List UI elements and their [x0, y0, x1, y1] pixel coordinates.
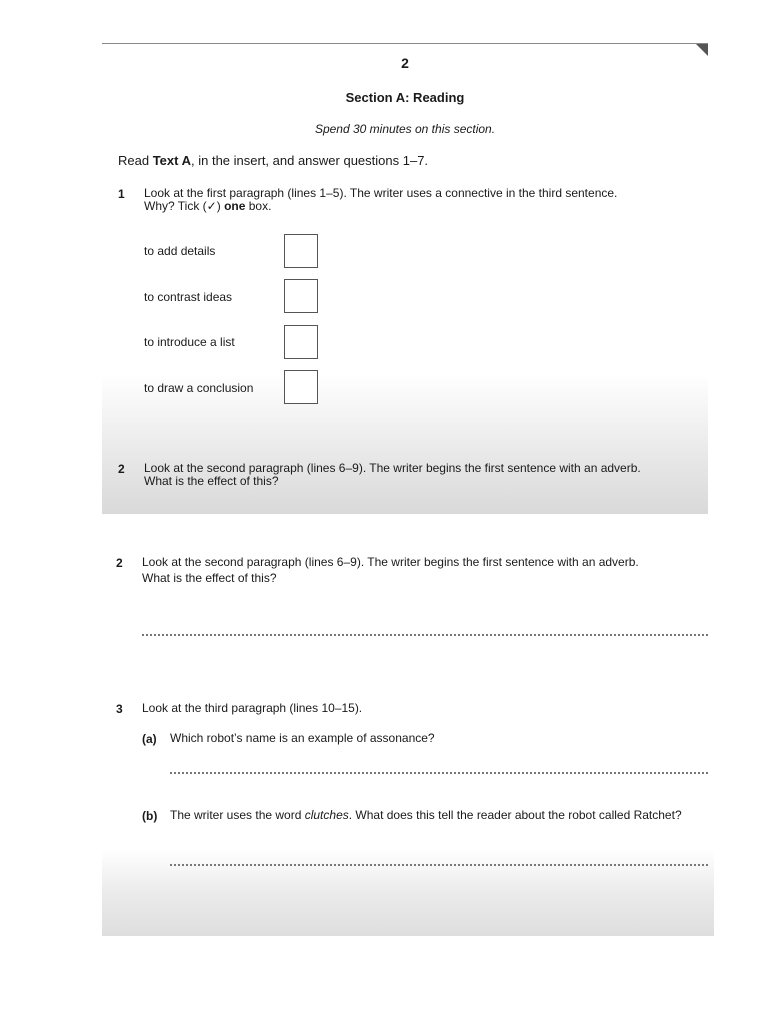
q3a-answer-line[interactable]	[170, 772, 708, 774]
q1-question: Look at the first paragraph (lines 1–5). The writer uses a connective in the third sentence.	[144, 186, 618, 200]
q2-question: Look at the second paragraph (lines 6–9). The writer begins the first sentence with an adverb.	[144, 461, 641, 475]
q2-answer-line[interactable]	[142, 634, 708, 636]
intro-suffix: , in the insert, and answer questions 1–7.	[191, 153, 429, 168]
tick-suffix: box.	[245, 199, 272, 213]
q3b-italic-word: clutches	[304, 808, 349, 822]
q3-number: 3	[116, 702, 123, 716]
intro-text-name: Text A	[152, 153, 191, 168]
time-instruction: Spend 30 minutes on this section.	[314, 122, 496, 136]
q3-text: Look at the third paragraph (lines 10–15).	[142, 701, 363, 715]
q2-number: 2	[116, 556, 123, 570]
q3b-label: (b)	[142, 809, 158, 823]
tick-prefix: Why? Tick (✓)	[144, 199, 225, 213]
tick-box-option-4[interactable]	[284, 370, 318, 404]
q2-question: Look at the second paragraph (lines 6–9). The writer begins the first sentence with an adverb.	[142, 555, 639, 569]
q3b-answer-line[interactable]	[170, 864, 708, 866]
q3a-label: (a)	[142, 732, 157, 746]
tick-box-option-1[interactable]	[284, 234, 318, 268]
q2-text	[144, 462, 706, 488]
q3b-suffix: . What does this tell the reader about the robot called Ratchet?	[348, 808, 682, 822]
option-label: to draw a conclusion	[144, 381, 254, 395]
q2-prompt: What is the effect of this?	[142, 571, 277, 585]
intro-prefix: Read	[118, 153, 153, 168]
q2-number: 2	[118, 462, 125, 476]
section-title: Section A: Reading	[345, 90, 465, 105]
q3b-prefix: The writer uses the word	[170, 808, 305, 822]
reading-intro	[118, 153, 428, 168]
tick-box-option-2[interactable]	[284, 279, 318, 313]
q3a-text: Which robot’s name is an example of assonance?	[170, 731, 435, 745]
q1-number: 1	[118, 187, 125, 201]
option-label: to contrast ideas	[144, 290, 233, 304]
q2-text	[142, 556, 708, 585]
q1-tick-instruction	[144, 200, 704, 213]
tick-box-option-3[interactable]	[284, 325, 318, 359]
q3b-text	[170, 809, 710, 822]
tick-bold: one	[224, 199, 246, 213]
option-label: to introduce a list	[144, 335, 235, 349]
q1-text	[144, 187, 704, 213]
exam-page-top	[102, 43, 708, 514]
exam-page-bottom	[102, 530, 714, 936]
option-label: to add details	[144, 244, 216, 258]
page-number: 2	[401, 55, 409, 71]
q2-prompt: What is the effect of this?	[144, 474, 279, 488]
